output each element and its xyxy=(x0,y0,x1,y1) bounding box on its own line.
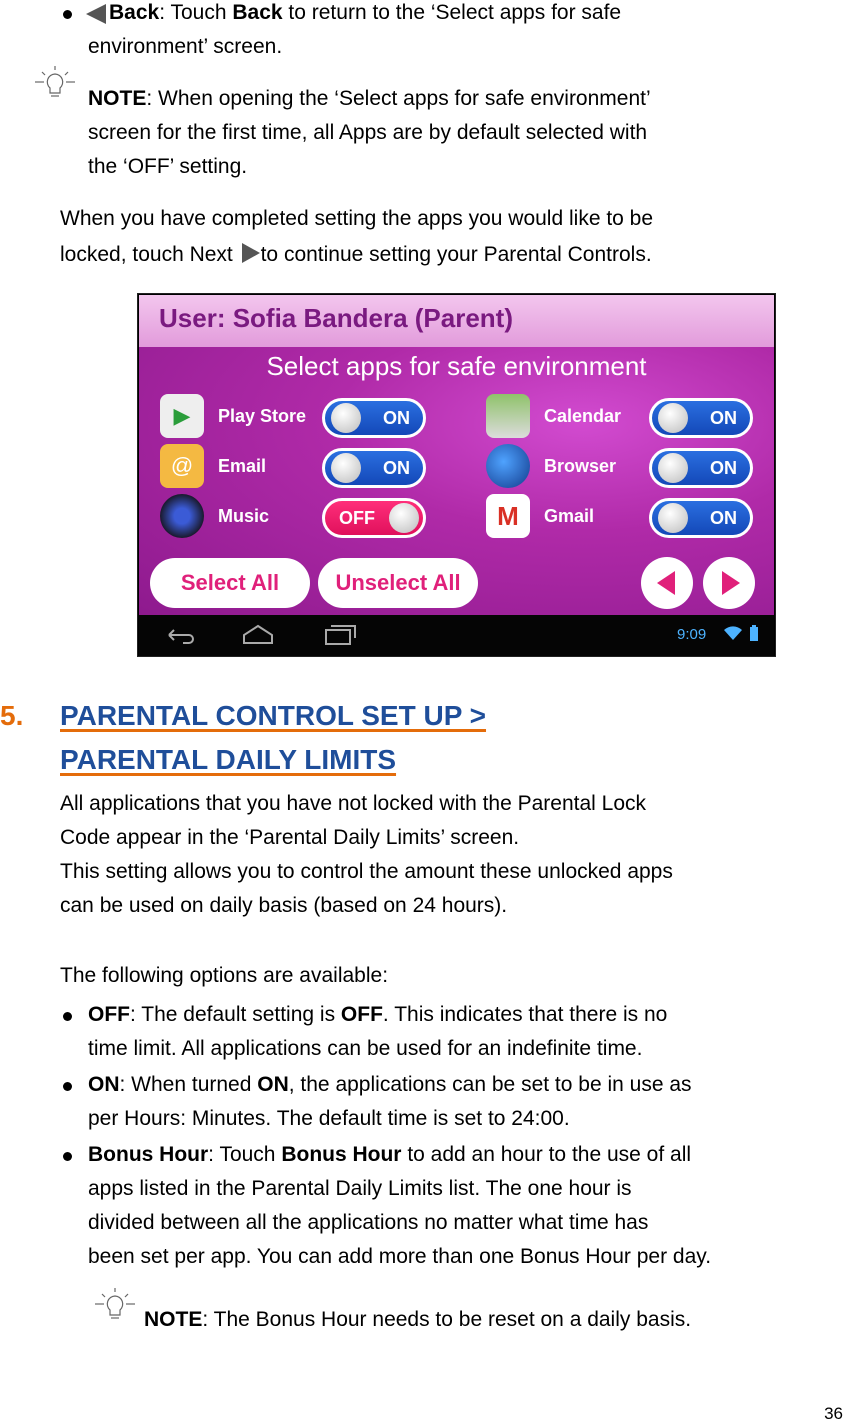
paragraph-2-line-2: can be used on daily basis (based on 24 hours). xyxy=(60,894,508,917)
page-number: 36 xyxy=(824,1404,843,1423)
bullet-dot xyxy=(63,1012,72,1021)
option-text: . This indicates that there is no xyxy=(382,1003,668,1026)
note-2-label: NOTE xyxy=(144,1308,203,1331)
bullet-dot xyxy=(63,1082,72,1091)
wifi-icon xyxy=(723,625,743,641)
toggle-knob xyxy=(331,403,361,433)
email-icon: @ xyxy=(160,444,204,488)
option-bonus-line-2: apps listed in the Parental Daily Limits list. The one hour is xyxy=(88,1177,632,1200)
toggle-label: OFF xyxy=(339,507,375,528)
toggle-browser[interactable] xyxy=(649,448,753,488)
next-triangle-icon xyxy=(239,242,261,264)
note-1-label: NOTE xyxy=(88,87,147,110)
next-button[interactable] xyxy=(703,557,755,609)
battery-icon xyxy=(749,624,759,642)
option-on-line-1 xyxy=(88,1068,692,1102)
next-paragraph-line-1: When you have completed setting the apps you would like to be xyxy=(60,207,654,230)
option-strong: ON xyxy=(257,1073,289,1096)
app-row-browser xyxy=(486,444,644,488)
back-text-1: : Touch xyxy=(159,1,233,24)
paragraph-2-line-1: This setting allows you to control the amount these unlocked apps xyxy=(60,860,673,883)
app-row-play-store xyxy=(160,394,318,438)
section-heading-line-2: PARENTAL DAILY LIMITS xyxy=(60,744,397,775)
android-nav-bar xyxy=(139,615,774,656)
paragraph-1-line-2: Code appear in the ‘Parental Daily Limits’ screen. xyxy=(60,826,520,849)
toggle-knob xyxy=(658,503,688,533)
next-text-b: to continue setting your Parental Controls. xyxy=(260,243,652,266)
toggle-label: ON xyxy=(710,407,737,428)
option-bonus-label: Bonus Hour xyxy=(88,1143,209,1166)
user-bar xyxy=(139,295,774,347)
next-paragraph-line-2 xyxy=(60,238,652,272)
previous-button[interactable] xyxy=(641,557,693,609)
left-arrow-icon xyxy=(641,557,693,609)
back-triangle-icon xyxy=(84,3,108,25)
option-text: : Touch xyxy=(208,1143,282,1166)
toggle-label: ON xyxy=(383,457,410,478)
option-text: , the applications can be set to be in use as xyxy=(288,1073,692,1096)
toggle-play-store[interactable] xyxy=(322,398,426,438)
option-off-label: OFF xyxy=(88,1003,130,1026)
back-item-line-1 xyxy=(109,0,621,30)
app-row-gmail xyxy=(486,494,644,538)
toggle-knob xyxy=(389,503,419,533)
option-bonus-line-3: divided between all the applications no matter what time has xyxy=(88,1211,649,1234)
back-label: Back xyxy=(109,1,160,24)
lightbulb-icon xyxy=(32,64,78,104)
music-icon xyxy=(160,494,204,538)
app-name: Browser xyxy=(544,455,617,476)
recent-apps-icon[interactable] xyxy=(323,624,357,646)
toggle-calendar[interactable] xyxy=(649,398,753,438)
back-nav-icon[interactable] xyxy=(165,625,195,645)
toggle-label: ON xyxy=(710,507,737,528)
next-text-a: locked, touch Next xyxy=(60,243,239,266)
option-off-line-1 xyxy=(88,998,667,1032)
app-row-calendar xyxy=(486,394,644,438)
toggle-label: ON xyxy=(383,407,410,428)
back-text-2: to return to the ‘Select apps for safe xyxy=(282,1,622,24)
option-off-line-2: time limit. All applications can be used for an indefinite time. xyxy=(88,1037,643,1060)
option-text: : The default setting is xyxy=(130,1003,341,1026)
app-name: Email xyxy=(218,455,267,476)
note-1-text: : When opening the ‘Select apps for safe environment’ xyxy=(146,87,651,110)
select-all-button[interactable]: Select All xyxy=(150,558,310,608)
calendar-icon xyxy=(486,394,530,438)
app-name: Calendar xyxy=(544,405,622,426)
app-name: Music xyxy=(218,505,270,526)
option-on-line-2: per Hours: Minutes. The default time is set to 24:00. xyxy=(88,1107,570,1130)
toggle-knob xyxy=(658,453,688,483)
note-2-text: : The Bonus Hour needs to be reset on a daily basis. xyxy=(202,1308,692,1331)
note-1-line-3: the ‘OFF’ setting. xyxy=(88,155,248,178)
option-text: to add an hour to the use of all xyxy=(401,1143,692,1166)
note-2 xyxy=(144,1303,691,1337)
toggle-label: ON xyxy=(710,457,737,478)
app-name: Gmail xyxy=(544,505,595,526)
back-strong: Back xyxy=(232,1,283,24)
paragraph-1-line-1: All applications that you have not locked with the Parental Lock xyxy=(60,792,647,815)
note-1-line-2: screen for the first time, all Apps are by default selected with xyxy=(88,121,648,144)
toggle-music[interactable] xyxy=(322,498,426,538)
user-title: User: Sofia Bandera (Parent) xyxy=(159,303,513,333)
browser-icon xyxy=(486,444,530,488)
unselect-all-button[interactable]: Unselect All xyxy=(318,558,478,608)
toggle-gmail[interactable] xyxy=(649,498,753,538)
bullet-dot xyxy=(63,10,72,19)
status-time: 9:09 xyxy=(677,626,707,643)
toggle-knob xyxy=(331,453,361,483)
section-number: 5. xyxy=(0,700,24,731)
lightbulb-icon xyxy=(92,1286,138,1326)
app-screenshot xyxy=(137,293,776,657)
section-heading-line-1: PARENTAL CONTROL SET UP > xyxy=(60,700,487,731)
option-text: : When turned xyxy=(119,1073,258,1096)
back-item-line-2: environment’ screen. xyxy=(88,35,283,58)
toggle-email[interactable] xyxy=(322,448,426,488)
options-intro: The following options are available: xyxy=(60,964,389,987)
toggle-knob xyxy=(658,403,688,433)
option-bonus-line-1 xyxy=(88,1138,691,1172)
play-store-icon: ▶ xyxy=(160,394,204,438)
app-row-email xyxy=(160,444,318,488)
bullet-dot xyxy=(63,1152,72,1161)
screen-title: Select apps for safe environment xyxy=(266,351,647,381)
option-bonus-line-4: been set per app. You can add more than one Bonus Hour per day. xyxy=(88,1245,712,1268)
home-nav-icon[interactable] xyxy=(241,623,275,645)
app-row-music xyxy=(160,494,318,538)
right-arrow-icon xyxy=(703,557,755,609)
option-strong: Bonus Hour xyxy=(281,1143,402,1166)
gmail-icon: M xyxy=(486,494,530,538)
app-name: Play Store xyxy=(218,405,307,426)
note-1-line-1 xyxy=(88,82,651,116)
option-strong: OFF xyxy=(340,1003,383,1026)
option-on-label: ON xyxy=(88,1073,120,1096)
